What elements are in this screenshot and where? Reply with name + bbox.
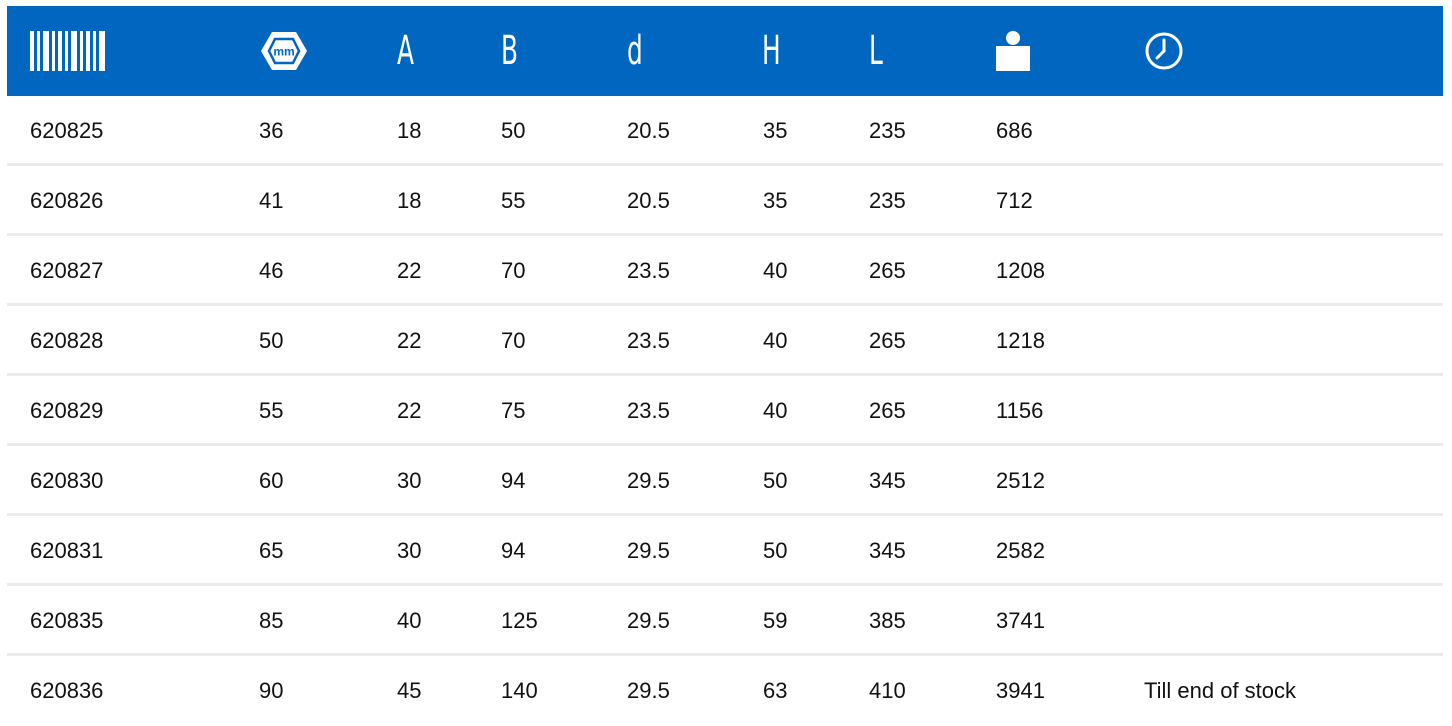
weight-cell: 1208 — [996, 258, 1045, 283]
dim-l-cell: 345 — [869, 468, 906, 493]
dim-a-cell: 30 — [397, 468, 422, 493]
table-row — [7, 376, 1443, 446]
dim-h-cell: 40 — [763, 398, 788, 423]
dim-d-cell: 23.5 — [627, 328, 670, 353]
article-number-cell: 620826 — [30, 188, 104, 213]
dim-b-cell: 70 — [501, 328, 526, 353]
dim-b-cell: 94 — [501, 538, 526, 563]
size-mm-cell: 90 — [259, 678, 284, 703]
article-number-cell: 620835 — [30, 608, 104, 633]
dim-l-cell: 265 — [869, 398, 906, 423]
table-row — [7, 96, 1443, 166]
dim-d-cell: 23.5 — [627, 258, 670, 283]
weight-cell: 712 — [996, 188, 1033, 213]
column-header-b — [501, 6, 528, 96]
weight-cell: 3741 — [996, 608, 1045, 633]
dim-d-cell: 29.5 — [627, 678, 670, 703]
weight-icon — [996, 31, 1030, 71]
dim-a-cell: 40 — [397, 608, 422, 633]
weight-cell: 1218 — [996, 328, 1045, 353]
dim-b-cell: 140 — [501, 678, 538, 703]
dim-l-cell: 235 — [869, 188, 906, 213]
dim-h-cell: 40 — [763, 328, 788, 353]
column-header-h — [762, 6, 792, 96]
dim-a-cell: 22 — [397, 328, 422, 353]
dim-b-cell: 55 — [501, 188, 526, 213]
size-mm-cell: 55 — [259, 398, 284, 423]
dim-d-cell: 23.5 — [627, 398, 670, 423]
dim-d-cell: 29.5 — [627, 468, 670, 493]
dim-l-cell: 235 — [869, 118, 906, 143]
column-header-label: A — [397, 28, 414, 74]
product-spec-table — [7, 6, 1443, 726]
dim-h-cell: 35 — [763, 188, 788, 213]
article-number-cell: 620831 — [30, 538, 104, 563]
table-row — [7, 656, 1443, 726]
availability-cell: Till end of stock — [1144, 678, 1297, 703]
article-number-cell: 620828 — [30, 328, 104, 353]
size-mm-cell: 50 — [259, 328, 284, 353]
dim-l-cell: 410 — [869, 678, 906, 703]
size-mm-cell: 65 — [259, 538, 284, 563]
table-header — [7, 6, 1443, 96]
dim-h-cell: 50 — [763, 538, 788, 563]
size-mm-cell: 36 — [259, 118, 284, 143]
weight-cell: 2582 — [996, 538, 1045, 563]
column-header-label: d — [627, 28, 643, 74]
availability-column-header — [1144, 6, 1184, 96]
column-header-label: H — [762, 28, 781, 74]
dim-l-cell: 345 — [869, 538, 906, 563]
dim-a-cell: 30 — [397, 538, 422, 563]
dim-l-cell: 385 — [869, 608, 906, 633]
dim-b-cell: 75 — [501, 398, 526, 423]
table-row — [7, 446, 1443, 516]
dim-h-cell: 35 — [763, 118, 788, 143]
dim-h-cell: 63 — [763, 678, 788, 703]
weight-cell: 3941 — [996, 678, 1045, 703]
article-number-column-header — [30, 6, 106, 96]
dim-a-cell: 22 — [397, 258, 422, 283]
dim-h-cell: 59 — [763, 608, 788, 633]
table-row — [7, 586, 1443, 656]
weight-cell: 1156 — [996, 398, 1044, 423]
dim-l-cell: 265 — [869, 328, 906, 353]
dim-d-cell: 20.5 — [627, 118, 670, 143]
article-number-cell: 620827 — [30, 258, 104, 283]
dim-d-cell: 29.5 — [627, 608, 670, 633]
table-row — [7, 236, 1443, 306]
weight-cell: 2512 — [996, 468, 1045, 493]
column-header-label: B — [501, 28, 519, 74]
column-header-a — [397, 6, 424, 96]
article-number-cell: 620836 — [30, 678, 104, 703]
size-mm-cell: 41 — [259, 188, 284, 213]
column-header-d — [627, 6, 652, 96]
table-row — [7, 516, 1443, 586]
dim-a-cell: 45 — [397, 678, 422, 703]
dim-b-cell: 50 — [501, 118, 526, 143]
table-row — [7, 306, 1443, 376]
clock-icon — [1144, 31, 1184, 71]
svg-text:mm: mm — [273, 44, 295, 59]
dim-h-cell: 40 — [763, 258, 788, 283]
size-mm-column-header — [259, 6, 309, 96]
article-number-cell: 620825 — [30, 118, 104, 143]
weight-column-header — [996, 6, 1030, 96]
article-number-cell: 620829 — [30, 398, 104, 423]
column-header-l — [869, 6, 891, 96]
table-row — [7, 166, 1443, 236]
size-mm-cell: 85 — [259, 608, 284, 633]
dim-b-cell: 70 — [501, 258, 526, 283]
dim-a-cell: 22 — [397, 398, 422, 423]
hex-nut-mm-icon — [259, 29, 309, 73]
weight-cell: 686 — [996, 118, 1033, 143]
size-mm-cell: 46 — [259, 258, 284, 283]
size-mm-cell: 60 — [259, 468, 284, 493]
dim-b-cell: 125 — [501, 608, 538, 633]
barcode-icon — [30, 31, 106, 71]
dim-a-cell: 18 — [397, 188, 422, 213]
dim-a-cell: 18 — [397, 118, 422, 143]
dim-b-cell: 94 — [501, 468, 526, 493]
table-body — [7, 96, 1443, 726]
dim-d-cell: 29.5 — [627, 538, 670, 563]
dim-h-cell: 50 — [763, 468, 788, 493]
column-header-label: L — [869, 28, 883, 74]
dim-d-cell: 20.5 — [627, 188, 670, 213]
article-number-cell: 620830 — [30, 468, 104, 493]
dim-l-cell: 265 — [869, 258, 906, 283]
